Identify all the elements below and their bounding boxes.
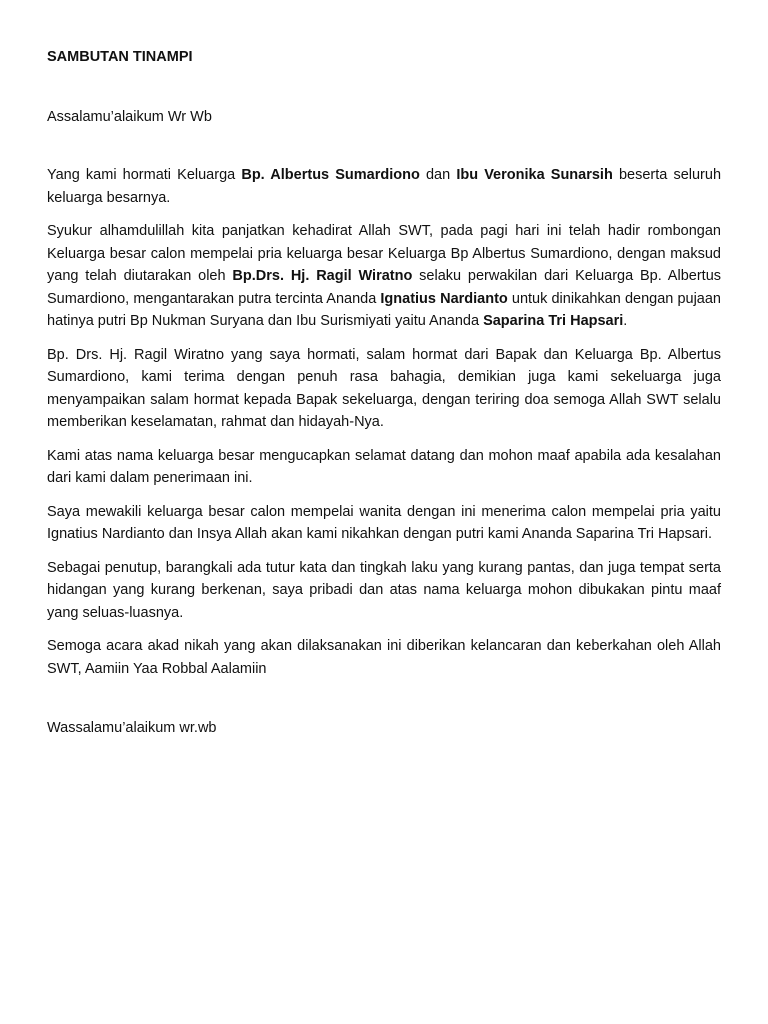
- closing-greeting: Wassalamu’alaikum wr.wb: [47, 720, 217, 736]
- paragraph-1: [47, 164, 721, 209]
- document-page: [47, 46, 721, 739]
- p1-text-a: Yang kami hormati Keluarga: [47, 167, 242, 183]
- paragraph-6: Sebagai penutup, barangkali ada tutur kata dan tingkah laku yang kurang pantas, dan juga tempat serta hidangan yang kurang berkenan, saya pribadi dan atas nama keluarga mohon dibukakan pintu maaf yang seluas-luasnya.: [47, 559, 721, 621]
- paragraph-2: [47, 220, 721, 333]
- paragraph-4: Kami atas nama keluarga besar mengucapkan selamat datang dan mohon maaf apabila ada kesalahan dari kami dalam penerimaan ini.: [47, 447, 721, 486]
- p2-text-d: untuk dinikahkan dengan pujaan hatinya putri Bp Nukman Suryana dan Ibu Surismiyati yaitu Ananda: [47, 290, 721, 329]
- p1-text-d: beserta seluruh keluarga besarnya.: [47, 167, 722, 206]
- p2-name-representative: Bp.Drs. Hj. Ragil Wiratno: [232, 268, 413, 284]
- greeting: Assalamu’alaikum Wr Wb: [47, 109, 212, 125]
- p2-text-c: selaku perwakilan dari Keluarga Bp. Albertus Sumardiono, mengantarakan putra tercinta Ananda: [47, 268, 722, 307]
- paragraph-7: Semoga acara akad nikah yang akan dilaksanakan ini diberikan kelancaran dan keberkahan oleh Allah SWT, Aamiin Yaa Robbal Aalamiin: [47, 638, 721, 677]
- p2-text-a: Syukur alhamdulillah kita panjatkan kehadirat Allah SWT, pada pagi hari ini telah hadir rombongan Keluarga besar calon mempelai pria keluarga besar Keluarga Bp Albertus Sumardiono, dengan maksud yang telah diutarakan oleh: [47, 223, 721, 284]
- p1-text-c: dan: [419, 167, 457, 183]
- p2-name-bride: Saparina Tri Hapsari: [483, 313, 624, 329]
- p1-name-groom-mother: Ibu Veronika Sunarsih: [456, 167, 613, 183]
- paragraph-3: Bp. Drs. Hj. Ragil Wiratno yang saya hormati, salam hormat dari Bapak dan Keluarga Bp. Albertus Sumardiono, kami terima dengan penuh rasa bahagia, demikian juga kami sekeluarga juga menyampaikan salam hormat kepada Bapak sekeluarga, dengan teriring doa semoga Allah SWT selalu memberikan keselamatan, rahmat dan hidayah-Nya.: [47, 346, 721, 430]
- p2-text-e: .: [623, 313, 628, 329]
- document-title: SAMBUTAN TINAMPI: [47, 49, 193, 65]
- p1-name-groom-father: Bp. Albertus Sumardiono: [241, 167, 420, 183]
- p2-name-groom: Ignatius Nardianto: [380, 290, 508, 307]
- paragraph-5: Saya mewakili keluarga besar calon mempelai wanita dengan ini menerima calon mempelai pria yaitu Ignatius Nardianto dan Insya Allah akan kami nikahkan dengan putri kami Ananda Saparina Tri Hapsari.: [47, 503, 721, 542]
